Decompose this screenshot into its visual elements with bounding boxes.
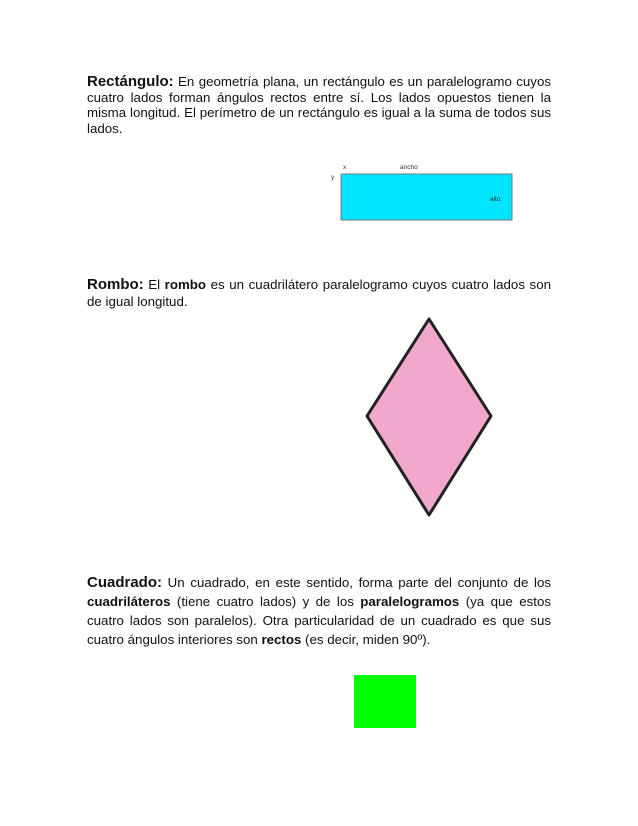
- rectangulo-text: En geometría plana, un rectángulo es un paralelogramo cuyos cuatro lados forman ángulos rectos entre sí. Los lados opuestos tienen la misma longitud. El perímetro de un rectángulo es igual a la suma de todos sus lados.: [87, 74, 551, 136]
- rectangle-label-ancho: ancho: [400, 164, 418, 171]
- rhombus-shape: [367, 319, 491, 515]
- cuadrado-text-4: (es decir, miden 90º).: [301, 632, 431, 647]
- rectangle-label-x: x: [343, 164, 347, 171]
- rectangle-figure: [326, 160, 526, 226]
- cuadrado-bold-rectos: rectos: [261, 632, 302, 647]
- rectangle-label-y: y: [331, 174, 335, 181]
- square-figure: [354, 675, 416, 728]
- rombo-text-pre: El: [143, 277, 165, 292]
- rectangle-shape: [341, 174, 512, 220]
- cuadrado-text-1: Un cuadrado, en este sentido, forma parte del conjunto de los: [162, 575, 551, 590]
- cuadrado-paragraph: [87, 573, 551, 649]
- rectangulo-title: Rectángulo:: [87, 73, 174, 90]
- cuadrado-bold-cuadrilateros: cuadriláteros: [87, 594, 171, 609]
- rombo-paragraph: [87, 276, 551, 310]
- rombo-title: Rombo:: [87, 276, 144, 293]
- rhombus-figure: [364, 316, 494, 518]
- rombo-text: es un cuadrilátero paralelogramo cuyos cuatro lados son de igual longitud.: [87, 277, 551, 309]
- cuadrado-text-2: (tiene cuatro lados) y de los: [170, 594, 361, 609]
- rectangulo-paragraph: [87, 74, 551, 136]
- rectangle-label-alto: alto: [490, 196, 501, 203]
- rombo-bold-word: rombo: [164, 277, 207, 292]
- cuadrado-text-3: (ya que estos cuatro lados son paralelos). Otra particularidad de un cuadrado es que sus cuatro ángulos interiores son: [87, 594, 551, 647]
- cuadrado-bold-paralelogramos: paralelogramos: [360, 594, 460, 609]
- cuadrado-title: Cuadrado:: [87, 574, 162, 591]
